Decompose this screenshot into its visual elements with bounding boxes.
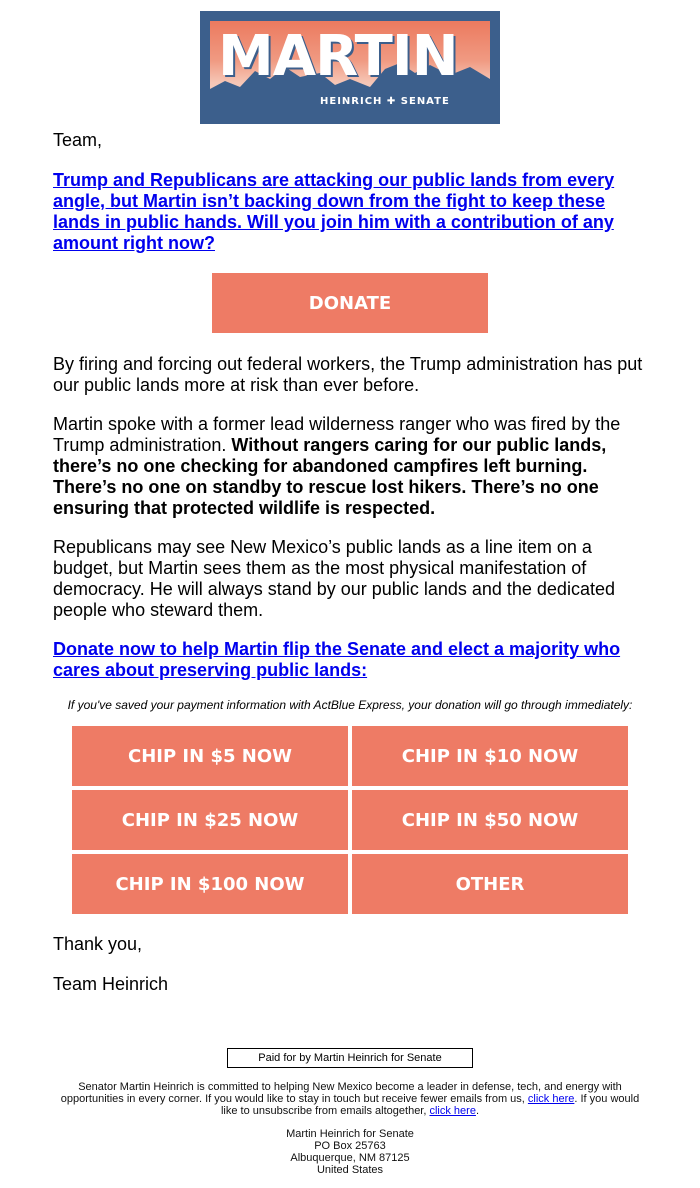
unsubscribe-link[interactable]: click here (429, 1105, 476, 1117)
donate-button[interactable]: DONATE (212, 273, 488, 333)
lead-donate-link[interactable]: Trump and Republicans are attacking our public lands from every angle, but Martin isn’t backing down from the fight to keep these lands in public hands. Will you join him with a contribution of any amount right now? (53, 170, 615, 253)
paragraph-1: By firing and forcing out federal workers, the Trump administration has put our public lands more at risk than ever before. (53, 354, 643, 395)
zia-symbol-icon: ✚ (386, 96, 397, 107)
chip-25-button[interactable]: CHIP IN $25 NOW (72, 790, 348, 850)
chip-other-button[interactable]: OTHER (352, 854, 628, 914)
campaign-logo: MARTIN HEINRICH ✚ SENATE (200, 11, 500, 124)
chip-50-button[interactable]: CHIP IN $50 NOW (352, 790, 628, 850)
footer-address: Martin Heinrich for Senate PO Box 25763 Albuquerque, NM 87125 United States (286, 1128, 414, 1176)
signature: Team Heinrich (53, 974, 169, 994)
cta-donate-link[interactable]: Donate now to help Martin flip the Senate and elect a majority who cares about preserving public lands: (53, 639, 621, 680)
paragraph-3: Republicans may see New Mexico’s public lands as a line item on a budget, but Martin sees them as the most physical manifestation of democracy. He will always stand by our public lands and the dedicated people who steward them. (53, 537, 615, 620)
logo-senate: SENATE (400, 96, 450, 107)
fewer-emails-link[interactable]: click here (527, 1093, 575, 1105)
logo-heinrich: HEINRICH (320, 96, 383, 107)
chip-10-button[interactable]: CHIP IN $10 NOW (352, 726, 628, 786)
paid-for-disclaimer: Paid for by Martin Heinrich for Senate (227, 1048, 473, 1068)
footer-blurb: Senator Martin Heinrich is committed to helping New Mexico become a leader in defense, tech, and energy with opportunities in every corner. If you would like to stay in touch but receive fewer emails from us, click here. If you would like to unsubscribe from emails altogether, click here. (60, 1081, 640, 1117)
paragraph-2: Martin spoke with a former lead wilderness ranger who was fired by the Trump administration. Without rangers caring for our public lands, there’s no one checking for abandoned campfires left burning. There’s no one on standby to rescue lost hikers. There’s no one ensuring that protected wildlife is respected. (53, 414, 621, 518)
express-note: If you've saved your payment information with ActBlue Express, your donation will go through immediately: (67, 698, 633, 712)
chip-100-button[interactable]: CHIP IN $100 NOW (72, 854, 348, 914)
greeting: Team, (53, 130, 103, 150)
thanks: Thank you, (53, 934, 143, 954)
chip-5-button[interactable]: CHIP IN $5 NOW (72, 726, 348, 786)
